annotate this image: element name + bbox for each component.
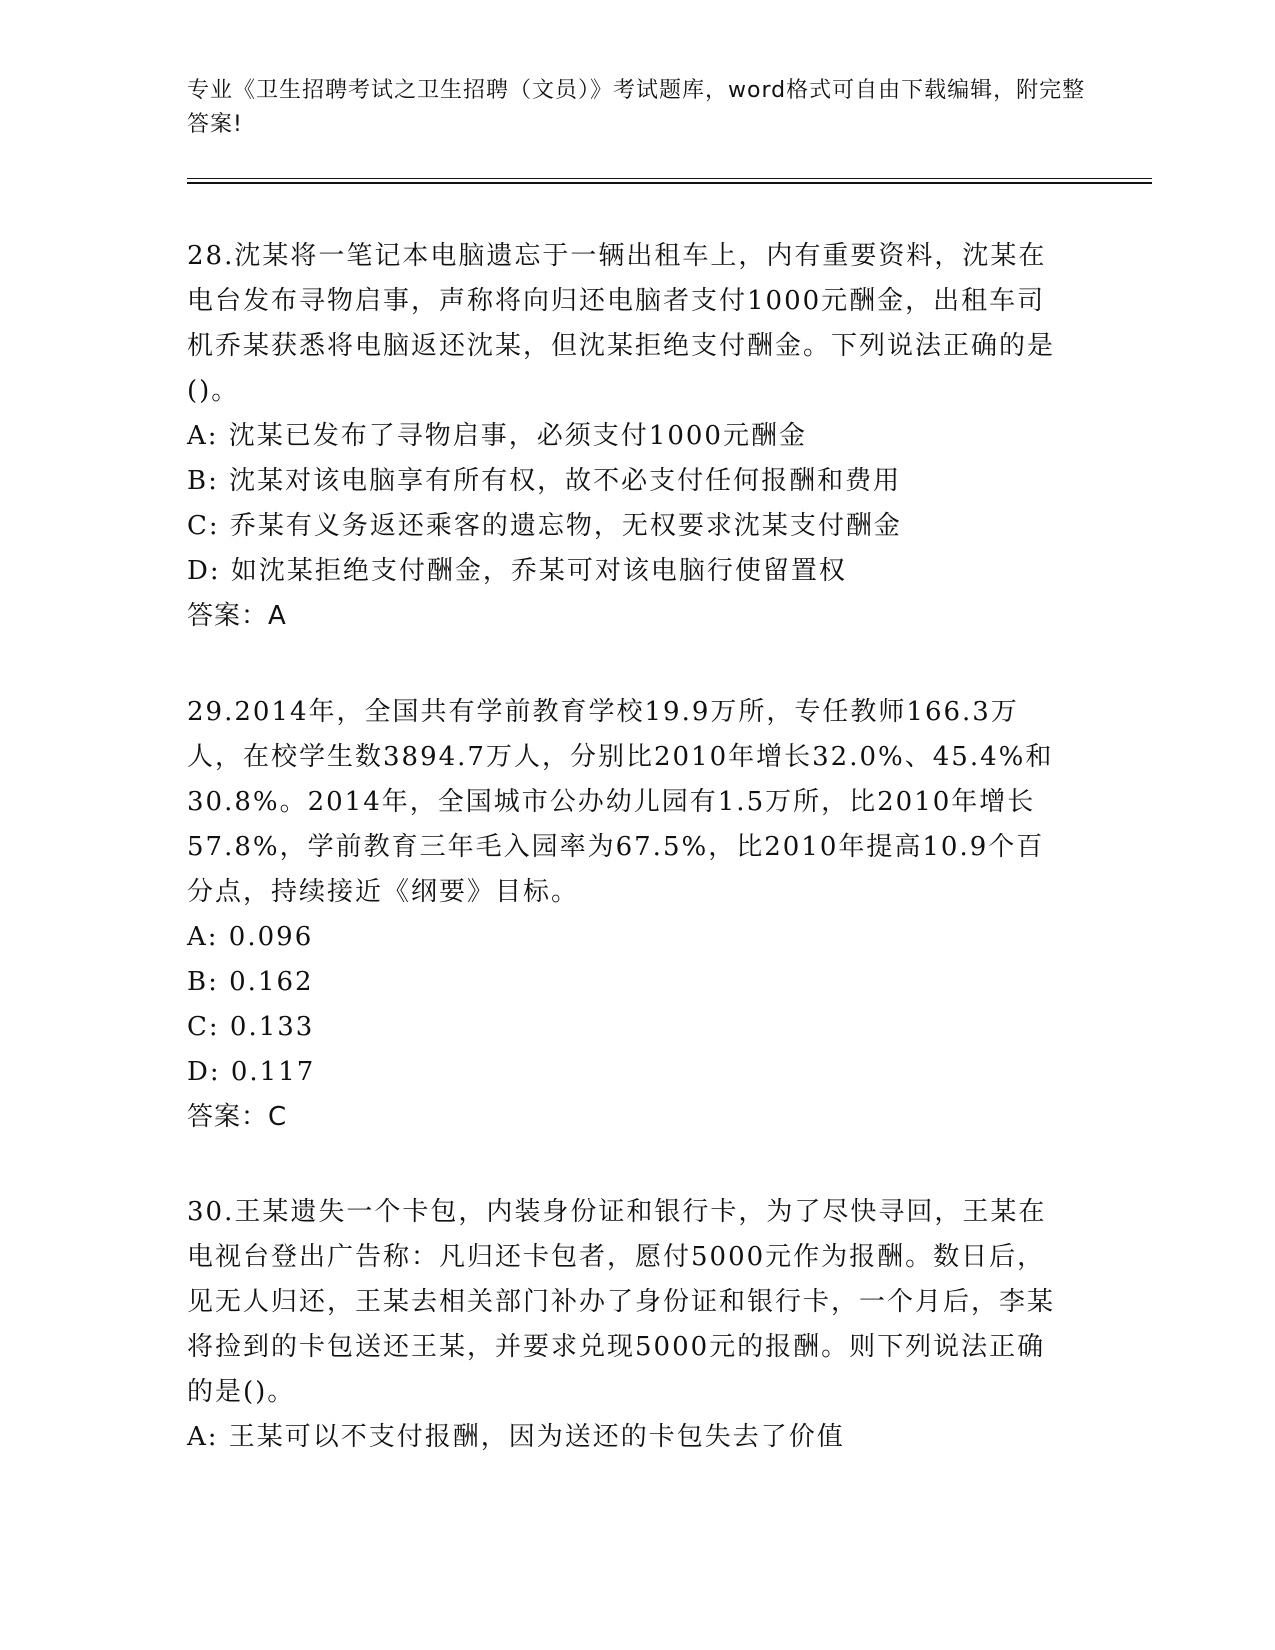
option-a: A: 0.096	[187, 922, 314, 952]
question-28	[187, 234, 1067, 639]
question-30	[187, 1190, 1067, 1460]
answer-line: 答案：A	[187, 601, 287, 631]
option-b: B: 0.162	[187, 967, 314, 997]
option-a: A: 沈某已发布了寻物启事，必须支付1000元酬金	[187, 421, 807, 451]
question-text: 28.沈某将一笔记本电脑遗忘于一辆出租车上，内有重要资料，沈某在电台发布寻物启事，声称将向归还电脑者支付1000元酬金，出租车司机乔某获悉将电脑返还沈某，但沈某拒绝支付酬金。下列说法正确的是()。	[187, 241, 1056, 406]
question-text: 30.王某遗失一个卡包，内装身份证和银行卡，为了尽快寻回，王某在电视台登出广告称：凡归还卡包者，愿付5000元作为报酬。数日后，见无人归还，王某去相关部门补办了身份证和银行卡，一个月后，李某将捡到的卡包送还王某，并要求兑现5000元的报酬。则下列说法正确的是()。	[187, 1197, 1056, 1407]
option-d: D: 如沈某拒绝支付酬金，乔某可对该电脑行使留置权	[187, 556, 847, 586]
header-divider-thick	[187, 182, 1152, 184]
option-c: C: 0.133	[187, 1012, 315, 1042]
option-a: A: 王某可以不支付报酬，因为送还的卡包失去了价值	[187, 1422, 845, 1452]
question-text: 29.2014年，全国共有学前教育学校19.9万所，专任教师166.3万人，在校学生数3894.7万人，分别比2010年增长32.0%、45.4%和30.8%。2014年，全国城市公办幼儿园有1.5万所，比2010年增长57.8%，学前教育三年毛入园率为67.5%，比2010年提高10.9个百分点，持续接近《纲要》目标。	[187, 697, 1054, 907]
option-c: C: 乔某有义务返还乘客的遗忘物，无权要求沈某支付酬金	[187, 511, 902, 541]
answer-line: 答案：C	[187, 1102, 288, 1132]
option-b: B: 沈某对该电脑享有所有权，故不必支付任何报酬和费用	[187, 466, 902, 496]
header-divider-thin	[187, 178, 1152, 179]
option-d: D: 0.117	[187, 1057, 316, 1087]
question-29	[187, 690, 1067, 1140]
document-header: 专业《卫生招聘考试之卫生招聘（文员）》考试题库，word格式可自由下载编辑，附完整答案!	[187, 78, 1086, 137]
